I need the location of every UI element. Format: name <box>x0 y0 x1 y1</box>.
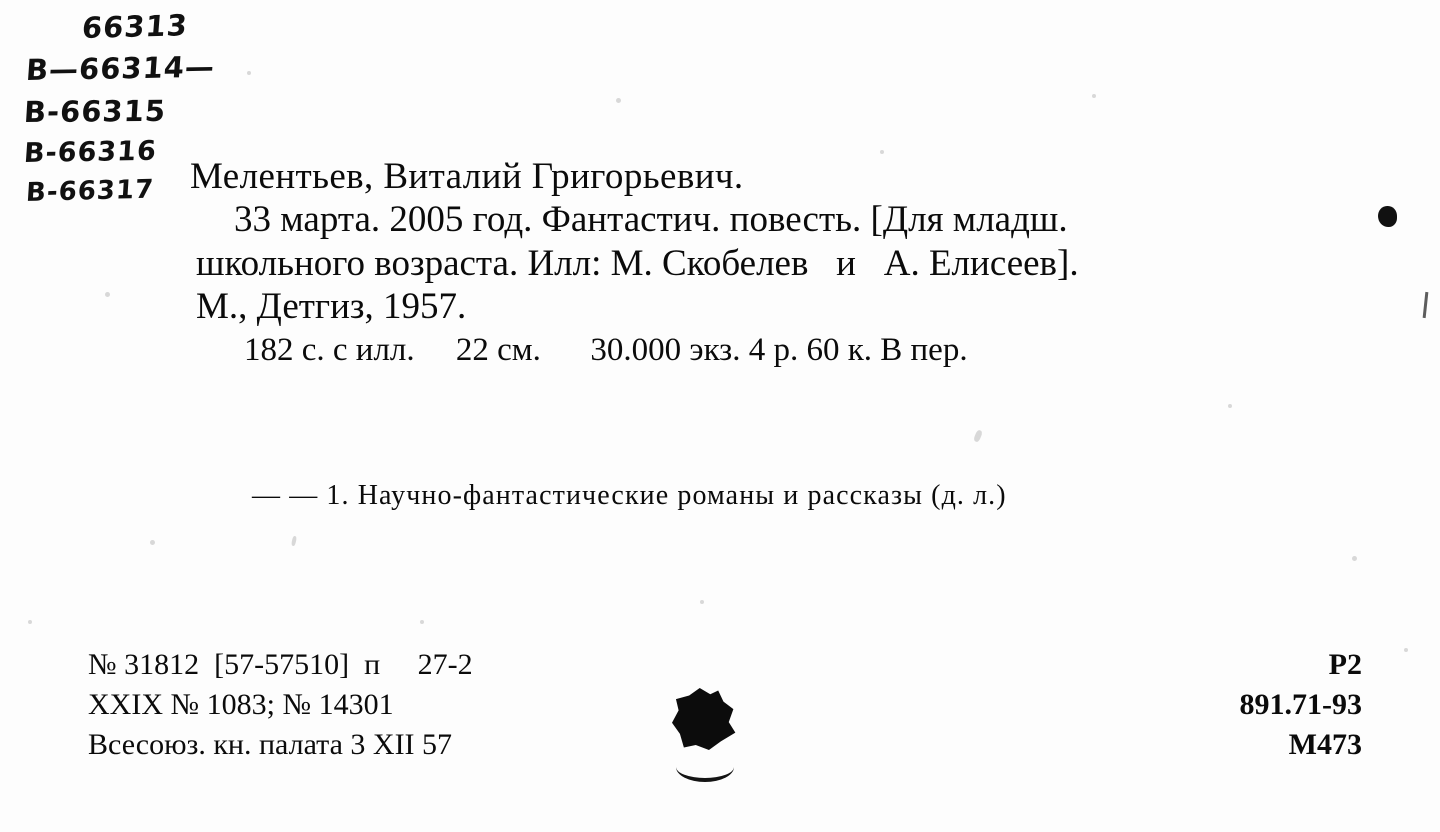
paper-speck <box>700 600 704 604</box>
entry-title-block <box>196 198 1386 329</box>
pen-tick-icon <box>1423 292 1429 318</box>
classification-line: 891.71-93 <box>1239 687 1362 721</box>
stamp-arc-icon <box>676 752 734 782</box>
entry-title-line: школьного возраста. Илл: М. Скобелев и А. Елисеев]. <box>196 242 1079 284</box>
paper-speck <box>616 98 621 103</box>
paper-speck <box>105 292 110 297</box>
footer-left-line: № 31812 [57-57510] п 27-2 <box>88 648 473 681</box>
entry-author: Мелентьев, Виталий Григорьевич. <box>190 156 744 197</box>
accession-number: B-66315 <box>22 93 168 130</box>
paper-speck <box>150 540 155 545</box>
accession-number: 66313 <box>80 8 190 46</box>
paper-speck <box>291 536 297 547</box>
entry-title-line: 33 марта. 2005 год. Фантастич. повесть. [Для младш. <box>234 199 1068 240</box>
paper-speck <box>880 150 884 154</box>
classification-line: Р2 <box>1328 648 1362 681</box>
classification-block <box>1240 645 1363 765</box>
paper-speck <box>1404 648 1408 652</box>
paper-speck <box>1228 404 1232 408</box>
paper-speck <box>247 71 251 75</box>
stamp-smudge-icon <box>672 688 738 750</box>
paper-speck <box>1092 94 1096 98</box>
footer-left-block <box>88 645 473 765</box>
handwritten-accession-numbers <box>22 8 217 219</box>
footer-left-line: Всесоюз. кн. палата 3 XII 57 <box>88 727 453 761</box>
ink-blot-icon <box>1378 206 1397 227</box>
entry-subject-tracing: — — 1. Научно-фантастические романы и рассказы (д. л.) <box>252 480 1007 511</box>
accession-number: B-66316 <box>22 135 158 170</box>
paper-speck <box>973 429 983 442</box>
paper-speck <box>28 620 32 624</box>
accession-number: B—66314— <box>24 49 217 88</box>
classification-line: М473 <box>1288 727 1362 761</box>
paper-speck <box>1352 556 1357 561</box>
paper-speck <box>420 620 424 624</box>
accession-number: B-66317 <box>25 174 155 209</box>
entry-collation: 182 с. с илл. 22 см. 30.000 экз. 4 р. 60 к. В пер. <box>244 332 968 368</box>
footer-left-line: XXIX № 1083; № 14301 <box>88 687 394 721</box>
entry-title-line: М., Детгиз, 1957. <box>196 286 467 328</box>
